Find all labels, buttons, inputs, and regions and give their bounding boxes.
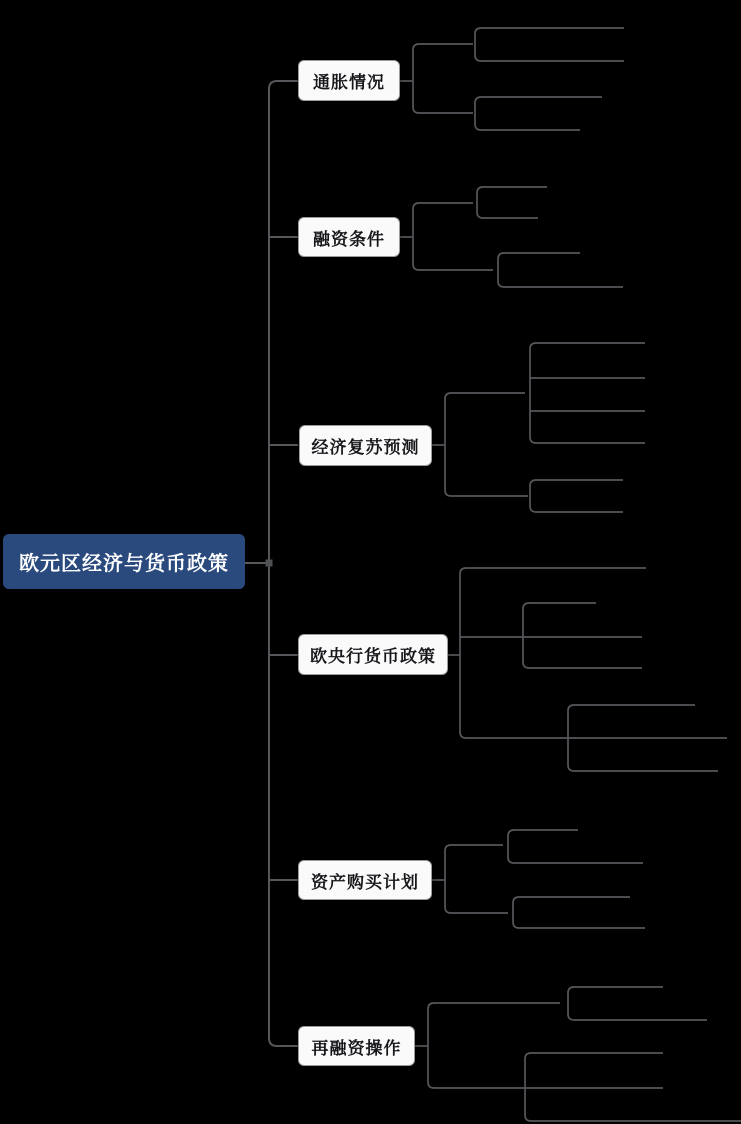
branch-connector-inflation — [400, 28, 624, 130]
trunk-junction-dot — [266, 560, 273, 567]
branch-connector-recovery-forecast — [432, 343, 645, 512]
root-topic[interactable]: 欧元区经济与货币政策 — [3, 534, 245, 589]
branch-topic-inflation[interactable]: 通胀情况 — [298, 60, 400, 101]
branch-topic-asset-purchase[interactable]: 资产购买计划 — [298, 860, 432, 900]
trunk-connector — [245, 81, 298, 1046]
branch-topic-ecb-policy[interactable]: 欧央行货币政策 — [298, 634, 448, 675]
branch-connector-ecb-policy — [448, 568, 727, 771]
branch-topic-refinancing[interactable]: 再融资操作 — [298, 1026, 415, 1066]
branch-topic-recovery-forecast[interactable]: 经济复苏预测 — [299, 425, 432, 466]
branch-topic-financing[interactable]: 融资条件 — [298, 217, 400, 257]
branch-connector-financing — [400, 187, 623, 287]
branch-connector-asset-purchase — [432, 830, 645, 928]
branch-connector-refinancing — [415, 987, 741, 1121]
